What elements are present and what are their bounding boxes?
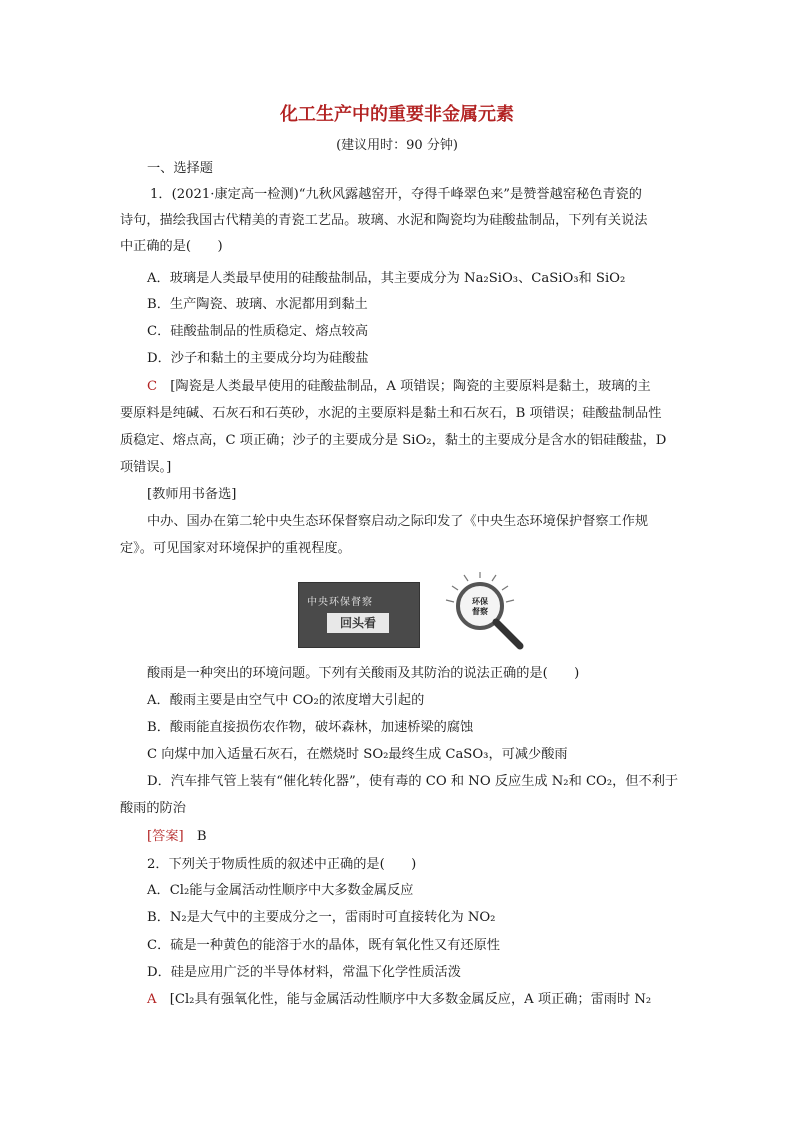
- q2-answer-letter: A: [147, 992, 157, 1007]
- teacher-note-line2: 定》。可见国家对环境保护的重视程度。: [120, 541, 351, 556]
- magnifier-icon: [440, 572, 532, 652]
- q1-explanation-line4: 项错误。]: [120, 460, 172, 475]
- q1-option-c: C．硅酸盐制品的性质稳定、熔点较高: [147, 324, 369, 339]
- banner-caption: 中央环保督察: [307, 597, 373, 608]
- q1-answer: [147, 378, 651, 396]
- q-acid-answer: [147, 828, 207, 846]
- q2-option-c: C．硫是一种黄色的能溶于水的晶体，既有氧化性又有还原性: [147, 938, 500, 953]
- q-acid-option-c: C 向煤中加入适量石灰石，在燃烧时 SO₂最终生成 CaSO₃，可减少酸雨: [147, 747, 568, 762]
- q-acid-option-d-line1: D．汽车排气管上装有“催化转化器”，使有毒的 CO 和 NO 反应生成 N₂和 CO₂，但不利于: [147, 774, 679, 789]
- q1-stem-line1: 1．(2021·康定高一检测)“九秋风露越窑开，夺得千峰翠色来”是赞誉越窑秘色青瓷的: [150, 187, 642, 202]
- teacher-note-heading: [教师用书备选]: [147, 487, 237, 502]
- q2-answer: [147, 991, 651, 1009]
- q-acid-option-b: B．酸雨能直接损伤农作物，破坏森林，加速桥梁的腐蚀: [147, 720, 474, 735]
- answer-tag: [答案]: [147, 829, 184, 844]
- q1-explanation-line1: [陶瓷是人类最早使用的硅酸盐制品，A 项错误；陶瓷的主要原料是黏土，玻璃的主: [157, 379, 651, 394]
- q-acid-stem: 酸雨是一种突出的环境问题。下列有关酸雨及其防治的说法正确的是( ): [147, 666, 580, 681]
- q-acid-option-d-line2: 酸雨的防治: [120, 801, 186, 816]
- q-acid-answer-value: B: [183, 829, 207, 844]
- q2-option-d: D．硅是应用广泛的半导体材料，常温下化学性质活泼: [147, 965, 461, 980]
- q1-stem-line3: 中正确的是( ): [120, 239, 223, 254]
- q1-option-d: D．沙子和黏土的主要成分均为硅酸盐: [147, 351, 369, 366]
- q2-stem: 2．下列关于物质性质的叙述中正确的是( ): [147, 857, 417, 872]
- q-acid-option-a: A．酸雨主要是由空气中 CO₂的浓度增大引起的: [147, 693, 425, 708]
- svg-text:环保: 环保: [472, 597, 488, 606]
- inspection-banner-image: [298, 582, 420, 648]
- q1-answer-letter: C: [147, 379, 158, 394]
- q1-option-a: A．玻璃是人类最早使用的硅酸盐制品，其主要成分为 Na₂SiO₃、CaSiO₃和 SiO₂: [147, 271, 626, 286]
- q1-explanation-line3: 质稳定、熔点高，C 项正确；沙子的主要成分是 SiO₂，黏土的主要成分是含水的铝硅酸盐，D: [120, 433, 667, 448]
- q2-option-a: A．Cl₂能与金属活动性顺序中大多数金属反应: [147, 883, 414, 898]
- q2-option-b: B．N₂是大气中的主要成分之一，雷雨时可直接转化为 NO₂: [147, 910, 496, 925]
- q1-option-b: B．生产陶瓷、玻璃、水泥都用到黏土: [147, 297, 368, 312]
- q1-stem-line2: 诗句，描绘我国古代精美的青瓷工艺品。玻璃、水泥和陶瓷均为硅酸盐制品，下列有关说法: [120, 213, 648, 228]
- q2-explanation-line1: [Cl₂具有强氧化性，能与金属活动性顺序中大多数金属反应，A 项正确；雷雨时 N₂: [156, 992, 652, 1007]
- q1-explanation-line2: 要原料是纯碱、石灰石和石英砂，水泥的主要原料是黏土和石灰石，B 项错误；硅酸盐制品性: [120, 406, 662, 421]
- teacher-note-line1: 中办、国办在第二轮中央生态环保督察启动之际印发了《中央生态环境保护督察工作规: [147, 514, 649, 529]
- time-note: (建议用时：90 分钟): [336, 138, 458, 153]
- section-heading: 一、选择题: [147, 161, 213, 176]
- svg-text:督察: 督察: [472, 607, 488, 616]
- page-title: 化工生产中的重要非金属元素: [280, 104, 514, 125]
- banner-headline: 回头看: [327, 613, 389, 633]
